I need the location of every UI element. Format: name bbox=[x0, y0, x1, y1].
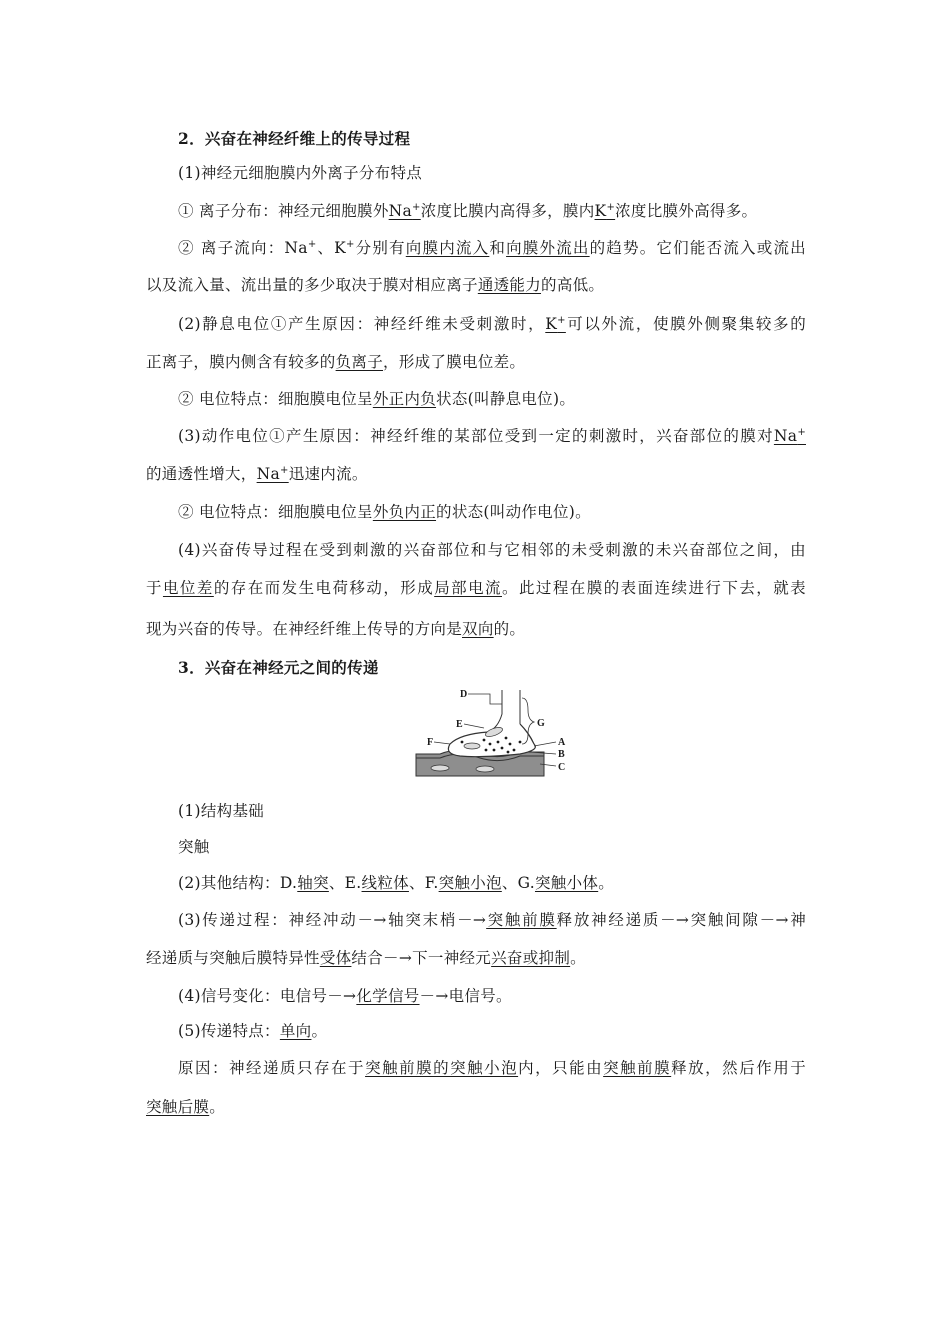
reason-line-1 bbox=[178, 1057, 806, 1079]
resting-feature-line bbox=[178, 388, 806, 410]
answer-local-current: 局部电流 bbox=[434, 579, 502, 597]
text-run: 的。 bbox=[493, 620, 526, 638]
action-line-2 bbox=[146, 463, 806, 485]
text-run: 经递质与突触后膜特异性 bbox=[146, 949, 320, 967]
other-structures-line bbox=[178, 872, 806, 894]
text-run: 结合－→下一神经元 bbox=[351, 949, 492, 967]
leader-f bbox=[434, 742, 450, 744]
synapse-term: 突触 bbox=[178, 838, 210, 856]
answer-excite-or-inhibit: 兴奋或抑制 bbox=[491, 949, 571, 967]
text-run: 状态(叫静息电位)。 bbox=[436, 390, 576, 408]
answer-negative-ions: 负离子 bbox=[335, 353, 384, 371]
text-run: ② 电位特点：细胞膜电位呈 bbox=[178, 503, 373, 521]
text-run: 。此过程在膜的表面连续进行下去，就表 bbox=[502, 579, 806, 597]
text-run: ，形成了膜电位差。 bbox=[383, 353, 526, 371]
reason-line-2 bbox=[146, 1096, 806, 1118]
answer-receptor: 受体 bbox=[319, 949, 352, 967]
text-run: 和 bbox=[489, 239, 507, 257]
text-run: 内，只能由 bbox=[518, 1059, 604, 1077]
text-run: 以及流入量、流出量的多少取决于膜对相应离子 bbox=[146, 276, 478, 294]
text-run: －→电信号。 bbox=[419, 987, 512, 1005]
leader-d bbox=[468, 694, 502, 704]
text-run: 释放，然后作用于 bbox=[671, 1059, 807, 1077]
mitochondrion-icon bbox=[464, 743, 480, 749]
text-run: (5)传递特点： bbox=[178, 1022, 280, 1040]
text-run: 于 bbox=[146, 579, 163, 597]
diagram-label-e: E bbox=[456, 719, 463, 730]
text-run: 的高低。 bbox=[541, 276, 605, 294]
process-line-2 bbox=[146, 947, 806, 969]
answer-mitochondrion: 线粒体 bbox=[361, 874, 409, 892]
text-run: (3)动作电位①产生原因：神经纤维的某部位受到一定的刺激时，兴奋部位的膜对 bbox=[178, 427, 774, 445]
answer-k-efflux: K+ bbox=[545, 315, 566, 333]
text-run: 释放神经递质－→突触间隙－→神 bbox=[556, 911, 806, 929]
mitochondrion-icon bbox=[476, 766, 494, 772]
action-feature-line bbox=[178, 501, 806, 523]
text-run: 。 bbox=[209, 1098, 226, 1116]
ion-distribution-line bbox=[178, 200, 806, 222]
answer-outflow: 向膜外流出 bbox=[506, 239, 590, 257]
diagram-label-a: A bbox=[558, 737, 566, 748]
superscript: + bbox=[307, 239, 317, 250]
resting-line-2 bbox=[146, 351, 806, 373]
text-run: 。 bbox=[570, 949, 586, 967]
section-2-heading: 2．兴奋在神经纤维上的传导过程 bbox=[178, 129, 411, 148]
diagram-label-g: G bbox=[537, 718, 545, 729]
structure-basis-title: (1)结构基础 bbox=[178, 802, 265, 820]
text-run: 、G. bbox=[501, 874, 535, 892]
text-run: 可以外流，使膜外侧聚集较多的 bbox=[565, 315, 807, 333]
diagram-label-d: D bbox=[460, 689, 468, 700]
section-3-heading: 3．兴奋在神经元之间的传递 bbox=[178, 658, 379, 677]
answer-direction: 双向 bbox=[462, 620, 494, 638]
answer-k: K+ bbox=[594, 202, 616, 220]
answer-na-permeability: Na+ bbox=[773, 427, 806, 445]
text-run: 的趋势。它们能否流入或流出 bbox=[589, 239, 806, 257]
answer-action-state: 外负内正 bbox=[372, 503, 437, 521]
action-line-1 bbox=[178, 425, 806, 447]
answer-potential-difference: 电位差 bbox=[162, 579, 214, 597]
answer-one-way: 单向 bbox=[279, 1022, 312, 1040]
text-run: (4)信号变化：电信号－→ bbox=[178, 987, 357, 1005]
text-run: 浓度比膜外高得多。 bbox=[615, 202, 758, 220]
text-run: (2)其他结构：D. bbox=[178, 874, 298, 892]
text-run: 正离子，膜内侧含有较多的 bbox=[146, 353, 336, 371]
text-run: 。 bbox=[598, 874, 614, 892]
text-run: ② 离子流向：Na bbox=[178, 239, 308, 257]
conduction-line-2 bbox=[146, 577, 806, 599]
text-run: 的状态(叫动作电位)。 bbox=[436, 503, 591, 521]
diagram-label-b: B bbox=[558, 749, 565, 760]
superscript: + bbox=[346, 239, 355, 250]
signal-line bbox=[178, 985, 806, 1007]
answer-vesicle: 突触小泡 bbox=[438, 874, 502, 892]
resting-line-1 bbox=[178, 313, 806, 335]
feature-line bbox=[178, 1020, 806, 1042]
answer-na-influx: Na+ bbox=[256, 465, 289, 483]
text-run: 原因：神经递质只存在于 bbox=[178, 1059, 366, 1077]
answer-synaptic-knob: 突触小体 bbox=[534, 874, 599, 892]
synapse-diagram bbox=[410, 684, 570, 784]
answer-presynaptic-release: 突触前膜 bbox=[603, 1059, 672, 1077]
text-run: ① 离子分布：神经元细胞膜外 bbox=[178, 202, 389, 220]
answer-chemical-signal: 化学信号 bbox=[356, 987, 420, 1005]
ion-distribution-title: (1)神经元细胞膜内外离子分布特点 bbox=[178, 164, 423, 182]
leader-a bbox=[534, 742, 556, 746]
mitochondrion-icon bbox=[431, 765, 449, 771]
process-line-1 bbox=[178, 909, 806, 931]
diagram-label-f: F bbox=[427, 737, 434, 748]
leader-e bbox=[464, 724, 484, 728]
text-run: 的通透性增大， bbox=[146, 465, 257, 483]
conduction-line-1: (4)兴奋传导过程在受到刺激的兴奋部位和与它相邻的未受刺激的未兴奋部位之间，由 bbox=[178, 541, 806, 559]
answer-vesicle-location: 突触前膜的突触小泡 bbox=[365, 1059, 519, 1077]
answer-permeability: 通透能力 bbox=[477, 276, 542, 294]
ion-flow-line-1 bbox=[178, 237, 806, 259]
answer-postsynaptic-membrane: 突触后膜 bbox=[146, 1098, 210, 1116]
ion-flow-line-2 bbox=[146, 274, 806, 296]
text-run: 分别有 bbox=[354, 239, 406, 257]
answer-inflow: 向膜内流入 bbox=[405, 239, 490, 257]
text-run: (2)静息电位①产生原因：神经纤维未受刺激时， bbox=[178, 315, 546, 333]
answer-resting-state: 外正内负 bbox=[372, 390, 437, 408]
answer-na: Na+ bbox=[388, 202, 421, 220]
text-run: (3)传递过程：神经冲动－→轴突末梢－→ bbox=[178, 911, 487, 929]
text-run: 、E. bbox=[328, 874, 362, 892]
answer-presynaptic-membrane: 突触前膜 bbox=[486, 911, 557, 929]
text-run: 、F. bbox=[408, 874, 439, 892]
text-run: 现为兴奋的传导。在神经纤维上传导的方向是 bbox=[146, 620, 463, 638]
text-run: 浓度比膜内高得多，膜内 bbox=[420, 202, 595, 220]
text-run: 的存在而发生电荷移动，形成 bbox=[213, 579, 435, 597]
text-run: ② 电位特点：细胞膜电位呈 bbox=[178, 390, 373, 408]
text-run: 、K bbox=[316, 239, 347, 257]
answer-axon: 轴突 bbox=[297, 874, 329, 892]
text-run: 。 bbox=[311, 1022, 328, 1040]
text-run: 迅速内流。 bbox=[288, 465, 368, 483]
conduction-line-3 bbox=[146, 618, 806, 640]
diagram-label-c: C bbox=[558, 762, 566, 773]
